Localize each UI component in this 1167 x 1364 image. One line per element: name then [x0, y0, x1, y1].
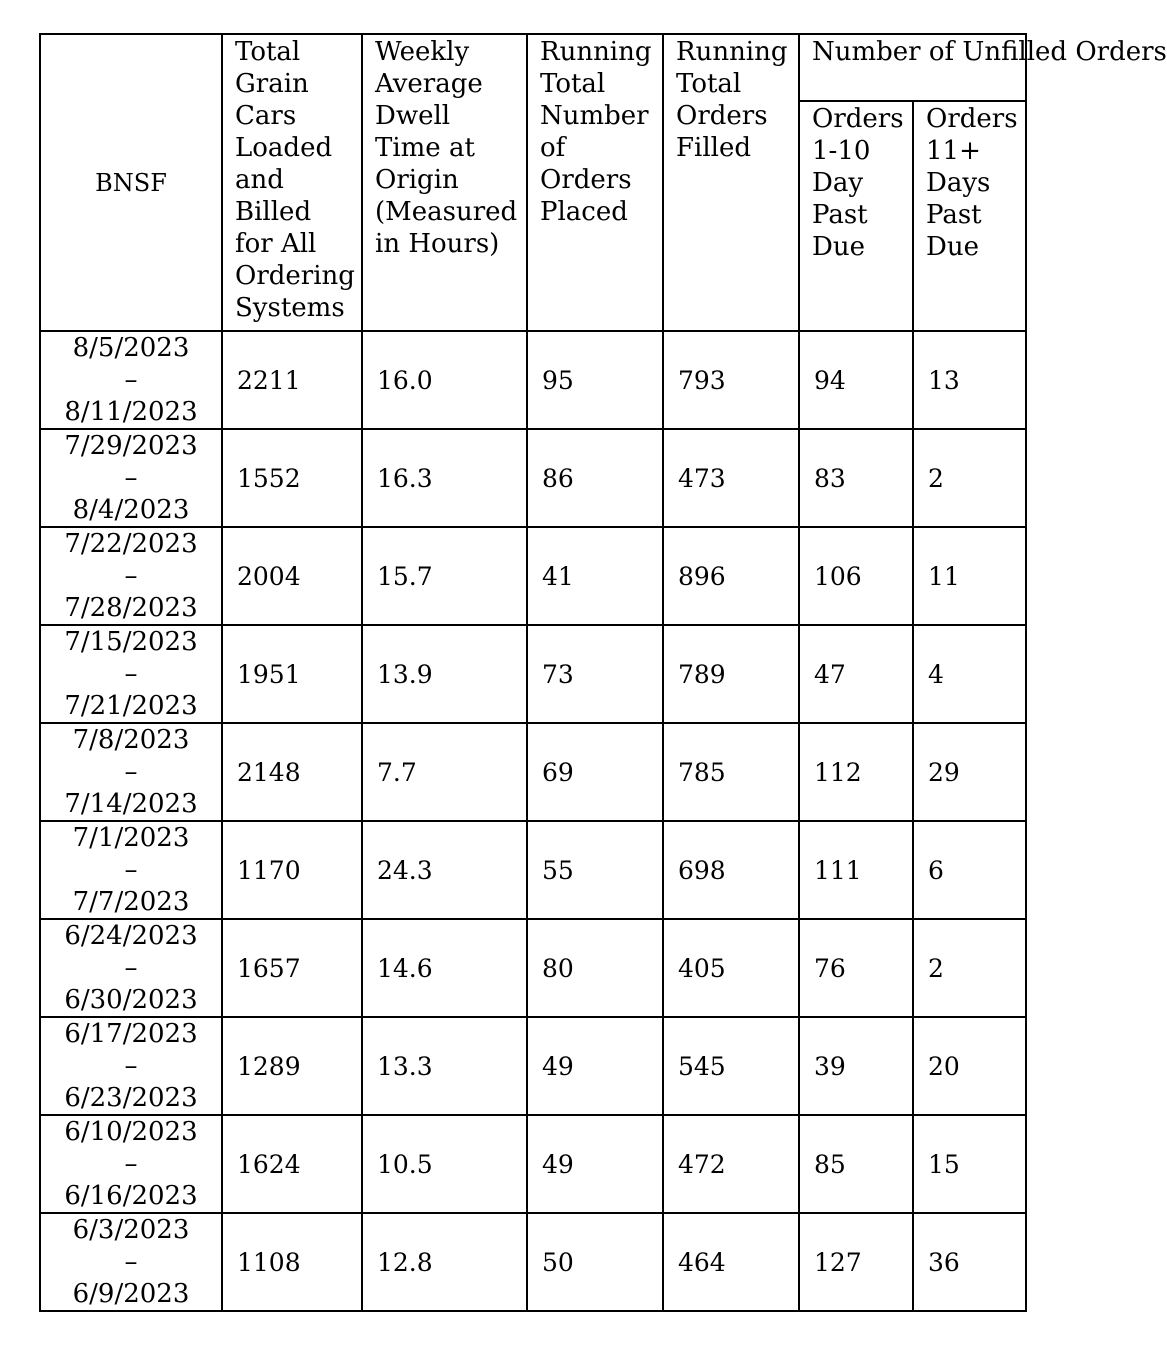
- orders-placed-cell: 49: [527, 1017, 663, 1115]
- unfilled-11-plus-cell: 36: [913, 1213, 1026, 1311]
- week-dash: –: [124, 1149, 138, 1179]
- orders-placed-cell: 95: [527, 331, 663, 429]
- week-period-cell: [40, 723, 222, 821]
- orders-filled-cell: 896: [663, 527, 799, 625]
- week-start: 6/17/2023: [64, 1019, 198, 1049]
- orders-placed-cell: 73: [527, 625, 663, 723]
- week-period-cell: [40, 1213, 222, 1311]
- week-end: 8/4/2023: [72, 495, 190, 525]
- unfilled-1-10-cell: 76: [799, 919, 913, 1017]
- dwell-time-cell: 12.8: [362, 1213, 527, 1311]
- week-end: 6/16/2023: [64, 1181, 198, 1211]
- unfilled-1-10-cell: 47: [799, 625, 913, 723]
- table-body: [40, 331, 1026, 1311]
- week-dash: –: [124, 659, 138, 689]
- unfilled-11-plus-cell: 4: [913, 625, 1026, 723]
- orders-placed-cell: 49: [527, 1115, 663, 1213]
- table-row: [40, 919, 1026, 1017]
- week-start: 7/29/2023: [64, 431, 198, 461]
- table-row: [40, 1017, 1026, 1115]
- cars-loaded-cell: 1289: [222, 1017, 362, 1115]
- unfilled-11-plus-cell: 20: [913, 1017, 1026, 1115]
- table-row: [40, 821, 1026, 919]
- unfilled-11-plus-cell: 2: [913, 429, 1026, 527]
- table-row: [40, 723, 1026, 821]
- week-dash: –: [124, 561, 138, 591]
- cars-loaded-cell: 2148: [222, 723, 362, 821]
- orders-filled-cell: 464: [663, 1213, 799, 1311]
- week-start: 8/5/2023: [72, 333, 190, 363]
- table-row: [40, 331, 1026, 429]
- week-dash: –: [124, 365, 138, 395]
- orders-filled-cell: 472: [663, 1115, 799, 1213]
- orders-filled-cell: 473: [663, 429, 799, 527]
- unfilled-11-plus-cell: 15: [913, 1115, 1026, 1213]
- week-start: 6/24/2023: [64, 921, 198, 951]
- header-orders-placed: Running Total Number of Orders Placed: [527, 34, 663, 331]
- cars-loaded-cell: 1108: [222, 1213, 362, 1311]
- dwell-time-cell: 16.0: [362, 331, 527, 429]
- orders-placed-cell: 86: [527, 429, 663, 527]
- week-end: 6/23/2023: [64, 1083, 198, 1113]
- cars-loaded-cell: 1657: [222, 919, 362, 1017]
- unfilled-11-plus-cell: 11: [913, 527, 1026, 625]
- table-row: [40, 1115, 1026, 1213]
- cars-loaded-cell: 1624: [222, 1115, 362, 1213]
- orders-placed-cell: 50: [527, 1213, 663, 1311]
- table-row: [40, 429, 1026, 527]
- unfilled-1-10-cell: 106: [799, 527, 913, 625]
- table-row: [40, 625, 1026, 723]
- orders-filled-cell: 545: [663, 1017, 799, 1115]
- week-period-cell: [40, 625, 222, 723]
- orders-filled-cell: 405: [663, 919, 799, 1017]
- week-end: 8/11/2023: [64, 397, 198, 427]
- cars-loaded-cell: 2004: [222, 527, 362, 625]
- week-dash: –: [124, 1247, 138, 1277]
- unfilled-1-10-cell: 94: [799, 331, 913, 429]
- header-cars-loaded: Total Grain Cars Loaded and Billed for All Ordering Systems: [222, 34, 362, 331]
- unfilled-1-10-cell: 85: [799, 1115, 913, 1213]
- orders-placed-cell: 55: [527, 821, 663, 919]
- dwell-time-cell: 10.5: [362, 1115, 527, 1213]
- orders-filled-cell: 793: [663, 331, 799, 429]
- week-dash: –: [124, 855, 138, 885]
- week-start: 6/3/2023: [72, 1215, 190, 1245]
- unfilled-11-plus-cell: 2: [913, 919, 1026, 1017]
- week-end: 7/14/2023: [64, 789, 198, 819]
- cars-loaded-cell: 1170: [222, 821, 362, 919]
- dwell-time-cell: 13.9: [362, 625, 527, 723]
- dwell-time-cell: 7.7: [362, 723, 527, 821]
- table-row: [40, 1213, 1026, 1311]
- cars-loaded-cell: 2211: [222, 331, 362, 429]
- week-period-cell: [40, 821, 222, 919]
- dwell-time-cell: 24.3: [362, 821, 527, 919]
- week-dash: –: [124, 463, 138, 493]
- unfilled-11-plus-cell: 6: [913, 821, 1026, 919]
- week-dash: –: [124, 953, 138, 983]
- week-end: 7/28/2023: [64, 593, 198, 623]
- week-period-cell: [40, 429, 222, 527]
- dwell-time-cell: 16.3: [362, 429, 527, 527]
- cars-loaded-cell: 1951: [222, 625, 362, 723]
- week-dash: –: [124, 757, 138, 787]
- orders-filled-cell: 785: [663, 723, 799, 821]
- week-period-cell: [40, 1017, 222, 1115]
- dwell-time-cell: 14.6: [362, 919, 527, 1017]
- week-end: 6/30/2023: [64, 985, 198, 1015]
- unfilled-1-10-cell: 112: [799, 723, 913, 821]
- unfilled-1-10-cell: 39: [799, 1017, 913, 1115]
- unfilled-11-plus-cell: 13: [913, 331, 1026, 429]
- dwell-time-cell: 13.3: [362, 1017, 527, 1115]
- week-end: 7/7/2023: [72, 887, 190, 917]
- header-unfilled-1-10: Orders 1-10 Day Past Due: [799, 101, 913, 331]
- grain-car-table: [39, 33, 1167, 1312]
- week-start: 7/15/2023: [64, 627, 198, 657]
- header-unfilled-orders: Number of Unfilled Orders: [799, 34, 1026, 101]
- week-start: 7/22/2023: [64, 529, 198, 559]
- unfilled-1-10-cell: 111: [799, 821, 913, 919]
- week-dash: –: [124, 1051, 138, 1081]
- orders-placed-cell: 41: [527, 527, 663, 625]
- unfilled-11-plus-cell: 29: [913, 723, 1026, 821]
- dwell-time-cell: 15.7: [362, 527, 527, 625]
- corner-header: BNSF: [40, 34, 222, 331]
- header-unfilled-11-plus: Orders 11+ Days Past Due: [913, 101, 1026, 331]
- week-end: 6/9/2023: [72, 1279, 190, 1309]
- week-start: 7/1/2023: [72, 823, 190, 853]
- week-period-cell: [40, 527, 222, 625]
- orders-filled-cell: 789: [663, 625, 799, 723]
- week-period-cell: [40, 919, 222, 1017]
- orders-placed-cell: 80: [527, 919, 663, 1017]
- unfilled-1-10-cell: 127: [799, 1213, 913, 1311]
- table-row: [40, 527, 1026, 625]
- header-orders-filled: Running Total Orders Filled: [663, 34, 799, 331]
- week-period-cell: [40, 331, 222, 429]
- orders-filled-cell: 698: [663, 821, 799, 919]
- week-start: 6/10/2023: [64, 1117, 198, 1147]
- orders-placed-cell: 69: [527, 723, 663, 821]
- week-end: 7/21/2023: [64, 691, 198, 721]
- week-start: 7/8/2023: [72, 725, 190, 755]
- week-period-cell: [40, 1115, 222, 1213]
- unfilled-1-10-cell: 83: [799, 429, 913, 527]
- cars-loaded-cell: 1552: [222, 429, 362, 527]
- header-dwell-time: Weekly Average Dwell Time at Origin (Measured in Hours): [362, 34, 527, 331]
